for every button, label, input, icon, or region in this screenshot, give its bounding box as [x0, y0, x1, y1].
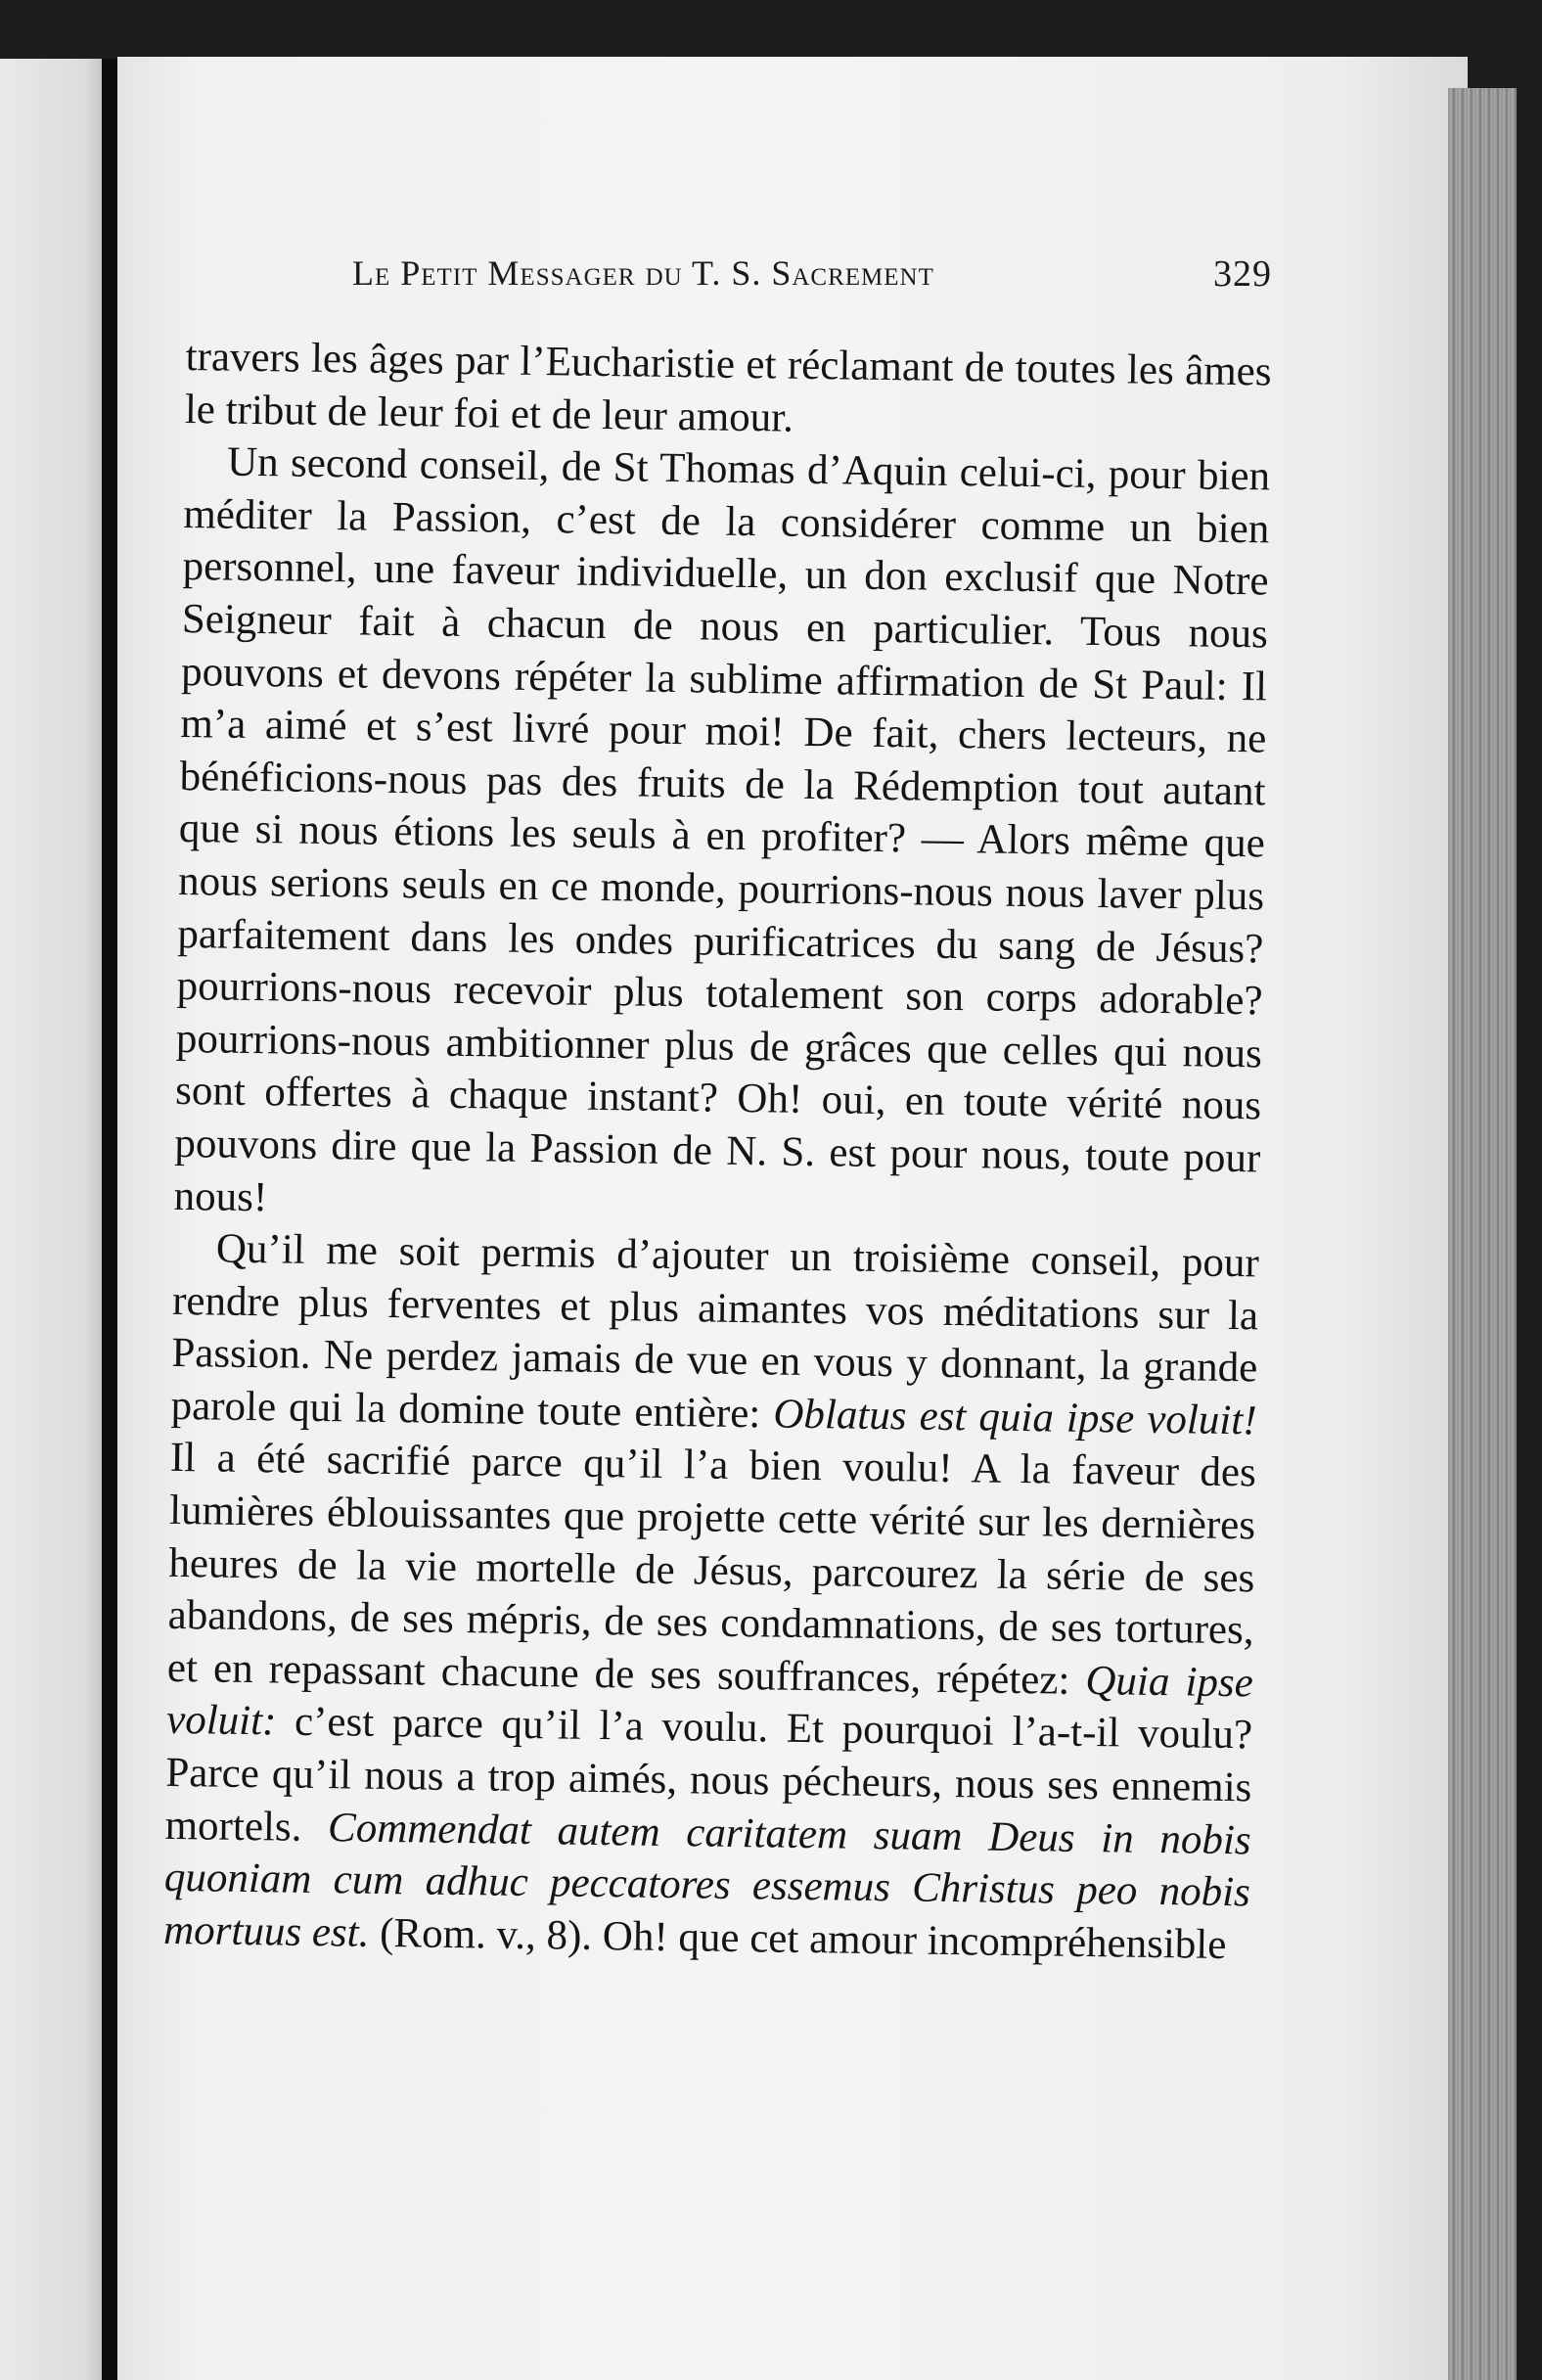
text-run: Il a été sacrifié parce qu’il l’a bien voulu! A la faveur des lumières éblouissantes que projette cette vérité sur les dernières heures de la vie mortelle de Jésus, parcourez la série de ses abandons, de ses mépris, de ses condamnations, de ses tortures, et en repassant chacune de ses souffrances, répétez: — [166, 1435, 1257, 1704]
text-run: travers les âges par l’Eucharistie et réclamant de toutes les âmes le tribut de leur foi et de leur amour. — [184, 333, 1272, 441]
text-run: c’est parce qu’il l’a voulu. Et pourquoi l’a-t-il voulu? Parce qu’il nous a trop aimés, nous pécheurs, nous ses ennemis mortels. — [164, 1698, 1253, 1851]
book-gutter — [102, 59, 117, 2380]
paragraph-continued — [185, 331, 1272, 451]
previous-page-edge — [0, 59, 108, 2380]
latin-quotation: Quia ipse voluit: — [165, 1657, 1254, 1745]
text-run: Qu’il me soit permis d’ajouter un troisième conseil, pour rendre plus ferventes et plus aimantes vos méditations sur la Passion. Ne perdez jamais de vue en vous y donnant, la grande parole qui la domine toute entière: — [170, 1225, 1260, 1438]
body-text — [163, 331, 1272, 1972]
latin-quotation: Oblatus est quia ipse voluit! — [773, 1391, 1257, 1444]
running-title: Le Petit Messager du T. S. Sacrement — [352, 253, 934, 293]
text-run: (Rom. v., 8). Oh! que cet amour incompréhensible — [369, 1909, 1227, 1968]
text-run: Un second conseil, de St Thomas d’Aquin celui-ci, pour bien méditer la Passion, c’est de la considérer comme un bien personnel, une faveur individuelle, un don exclusif que Notre Seigneur fait à chacun de nous en particulier. Tous nous pouvons et devons répéter la sublime affirmation de St Paul: Il m’a aimé et s’est livré pour moi! De fait, chers lecteurs, ne bénéficions-nous pas des fruits de la Rédemption tout autant que si nous étions les seuls à en profiter? — Alors même que nous serions seuls en ce monde, pourrions-nous nous laver plus parfaitement dans les ondes purificatrices du sang de Jésus? pourrions-nous recevoir plus totalement son corps adorable? pourrions-nous ambitionner plus de grâces que celles qui nous sont offertes à chaque instant? Oh! oui, en toute vérité nous pouvons dire que la Passion de N. S. est pour nous, toute pour nous! — [173, 438, 1271, 1220]
running-header — [352, 252, 1272, 311]
paragraph-third-counsel — [163, 1222, 1259, 1972]
page-stack-edge — [1448, 88, 1517, 2380]
page-number: 329 — [1213, 253, 1272, 295]
paragraph-second-counsel — [173, 435, 1270, 1237]
latin-quotation: Commendat autem caritatem suam Deus in nobis quoniam cum adhuc peccatores essemus Christus peo nobis mortuus est. — [162, 1804, 1251, 1956]
